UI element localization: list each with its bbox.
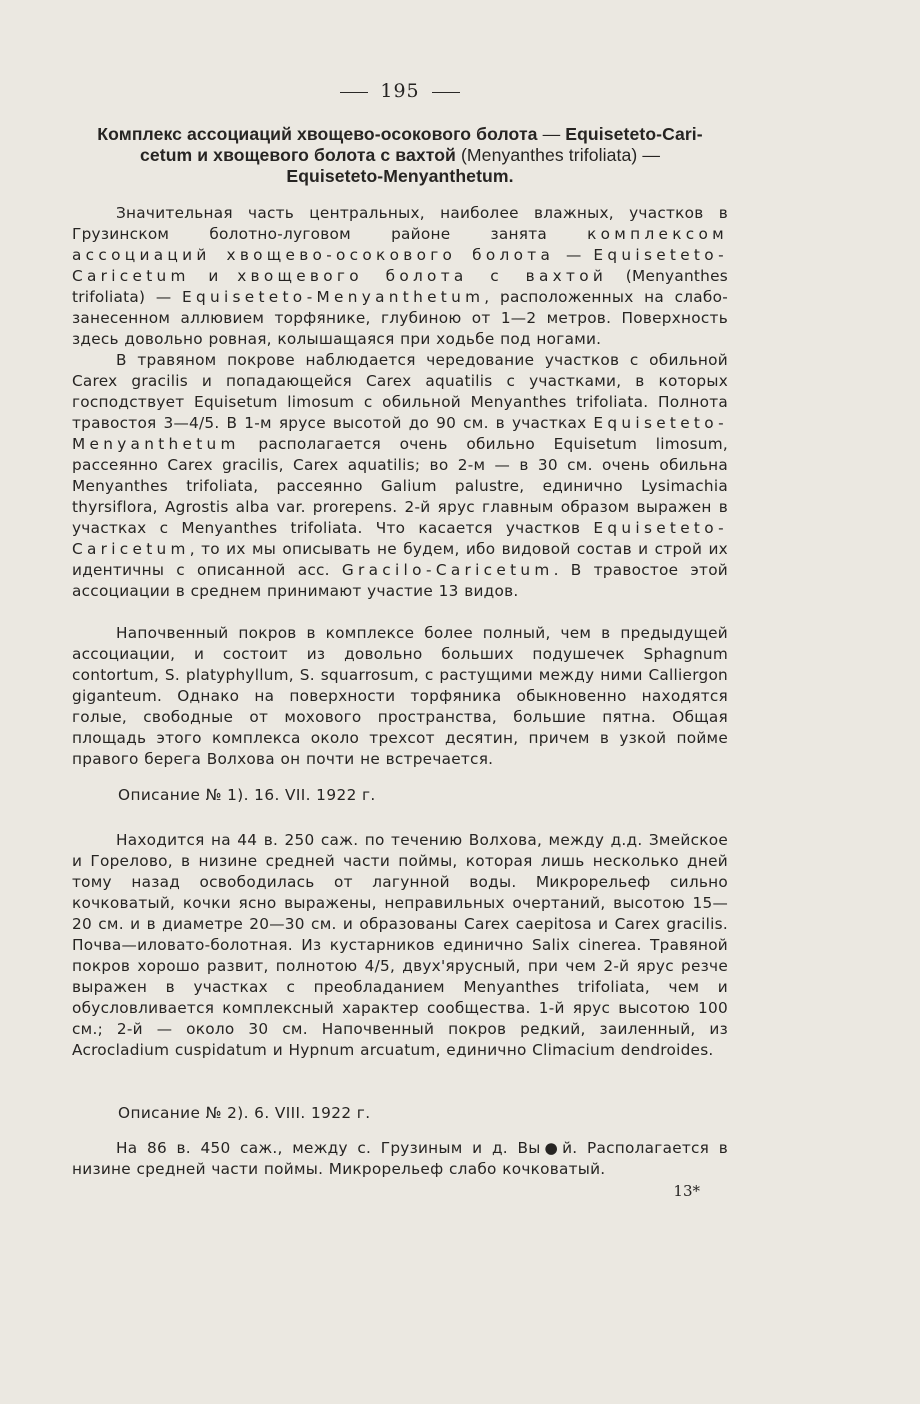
heading-dash: — <box>537 124 566 144</box>
spaced-text: комплексом ассоциаций хвощево-осокового болота <box>72 225 728 264</box>
text-run: (Menyanthes trifoliata) — <box>72 267 728 306</box>
spaced-text: Gracilo-Caricetum <box>341 561 554 579</box>
heading-part: Комплекс ассоциаций хвощево-осокового болота <box>97 124 538 144</box>
description-2-heading: Описание № 2). 6. VIII. 1922 г. <box>118 1104 371 1122</box>
dash-left <box>340 92 368 93</box>
text-run: — <box>554 246 594 264</box>
text-run: Значительная часть центральных, наиболее влажных, участков в Грузинском болотно-луговом районе занята <box>72 204 728 243</box>
description-1-body <box>72 830 728 1061</box>
description-1-text: Находится на 44 в. 250 саж. по течению Волхова, между д.д. Змейское и Горелово, в низине средней части поймы, которая лишь несколько дней тому назад освободилась от лагунной воды. Микрорельеф сильно кочковатый, кочки ясно выражены, неправильных очертаний, высотою 15—20 см. и в диаметре 20—30 см. и образованы Carex caepitosa и Carex gracilis. Почва—иловато-болотная. Из кустарников единично Salix cinerea. Травяной покров хорошо развит, полнотою 4/5, двух'ярусный, при чем 2-й ярус резче выражен в участках с преобладанием Menyanthes trifoliata, чем и обусловливается комплексный характер сообщества. 1-й ярус высотою 100 см.; 2-й — около 30 см. Напочвенный покров редкий, заиленный, из Acrocladium cuspidatum и Hypnum arcuatum, единично Climacium dendroides. <box>72 831 728 1059</box>
description-2-text: На 86 в. 450 саж., между с. Грузиным и д. Вы●й. Располагается в низине средней части поймы. Микрорельеф слабо кочковатый. <box>72 1139 728 1178</box>
signature-mark: 13* <box>673 1182 700 1200</box>
spaced-text: Equiseteto-Caricetum <box>72 246 728 285</box>
heading-part: cetum и хвощевого болота с вахтой <box>139 145 456 165</box>
text-run: , то их мы описывать не будем, ибо видовой состав и строй их идентичны с описанной асс. <box>72 540 728 579</box>
spaced-text: Equiseteto-Menyanthetum <box>72 414 728 453</box>
heading-part: Equiseteto-Cari- <box>565 124 703 144</box>
spaced-text: хвощевого болота с вахтой <box>237 267 608 285</box>
heading-part: Equiseteto-Menyanthetum. <box>286 166 514 186</box>
dash-right <box>432 92 460 93</box>
text-run: располагается очень обильно Equisetum limosum, рассеянно Carex gracilis, Carex aquatilis; во 2-м — в 30 см. очень обильна Menyanthes trifoliata, рассеянно Galium palustre, единично Lysimachia thyrsiflora, Agrostis alba var. prorepens. 2-й ярус главным образом выражен в участках с Menyanthes trifoliata. Что касается участков <box>72 435 728 537</box>
heading-part-regular: (Menyanthes trifoliata) — <box>455 145 661 165</box>
text-run: . В травостое этой ассоциации в среднем принимают участие 13 видов. <box>72 561 728 600</box>
paragraph-3-text: Напочвенный покров в комплексе более полный, чем в предыдущей ассоциации, и состоит из довольно больших подушечек Sphagnum contortum, S. platyphyllum, S. squarrosum, с растущими между ними Calliergon giganteum. Однако на поверхности торфяника обыкновенно находятся голые, свободные от мохового пространства, большие пятна. Общая площадь этого комплекса около трехсот десятин, причем в узкой пойме правого берега Волхова он почти не встречается. <box>72 624 728 768</box>
spaced-text: Equiseteto-Caricetum <box>72 519 728 558</box>
text-run: и <box>189 267 238 285</box>
page-number-value: 195 <box>380 80 420 102</box>
description-1-heading: Описание № 1). 16. VII. 1922 г. <box>118 786 376 804</box>
paragraph-3 <box>72 623 728 770</box>
text-run: , расположенных на слабо-занесенном аллювием торфянике, глубиною от 1—2 метров. Поверхность здесь довольно ровная, колышащаяся при ходьбе под ногами. <box>72 288 728 348</box>
page-number <box>72 80 728 102</box>
spaced-text: Equiseteto-Menyanthetum <box>181 288 485 306</box>
description-2-body <box>72 1138 728 1180</box>
paragraph-2 <box>72 350 728 602</box>
text-run: В травяном покрове наблюдается чередование участков с обильной Carex gracilis и попадающейся Carex aquatilis с участками, в которых господствует Equisetum limosum с обильной Menyanthes trifoliata. Полнота травостоя 3—4/5. В 1-м ярусе высотой до 90 см. в участках <box>72 351 728 432</box>
paragraph-1 <box>72 203 728 350</box>
section-heading <box>72 124 728 187</box>
